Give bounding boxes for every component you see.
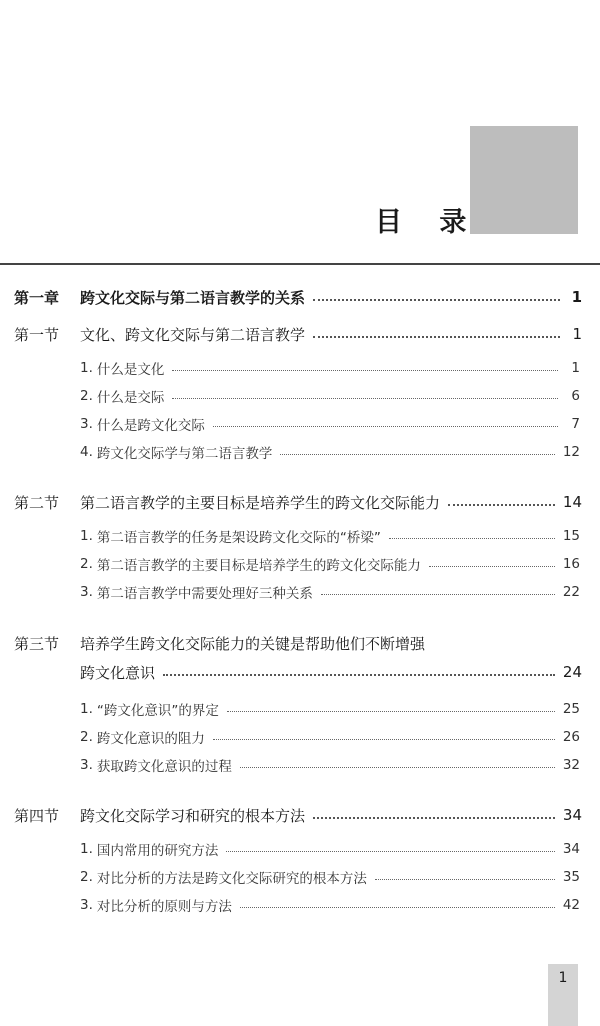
- item-number: 3.: [80, 757, 93, 773]
- toc-item[interactable]: [80, 864, 580, 890]
- toc-item[interactable]: [80, 696, 580, 722]
- toc-item[interactable]: [80, 523, 580, 549]
- toc-item[interactable]: [80, 724, 580, 750]
- item-title: “跨文化意识”的界定: [96, 703, 219, 719]
- dot-leader: [213, 425, 558, 427]
- dot-leader: [172, 369, 558, 371]
- dot-leader: [227, 710, 555, 712]
- item-number: 1.: [80, 360, 93, 376]
- toc-section[interactable]: [14, 321, 582, 347]
- section-label: 第四节: [14, 806, 60, 825]
- toc-item[interactable]: [80, 752, 580, 778]
- dot-leader: [213, 738, 555, 740]
- dot-leader: [375, 878, 555, 880]
- dot-leader: [240, 906, 555, 908]
- item-number: 1.: [80, 701, 93, 717]
- item-number: 1.: [80, 528, 93, 544]
- section-page: 1: [572, 325, 582, 343]
- section-title-continued: 跨文化意识: [80, 663, 156, 682]
- item-number: 4.: [80, 444, 93, 460]
- dot-leader: [448, 503, 555, 506]
- toc-section[interactable]: [14, 802, 582, 828]
- page-title: 目 录: [375, 207, 481, 238]
- section-label: 第一节: [14, 325, 60, 344]
- toc-item[interactable]: [80, 439, 580, 465]
- toc-item[interactable]: [80, 355, 580, 381]
- section-page: 14: [562, 493, 582, 511]
- item-page: 34: [562, 841, 580, 857]
- item-title: 跨文化交际学与第二语言教学: [96, 446, 273, 462]
- chapter-page: 1: [571, 288, 582, 306]
- item-number: 3.: [80, 584, 93, 600]
- item-title: 获取跨文化意识的过程: [96, 759, 232, 775]
- toc-item[interactable]: [80, 579, 580, 605]
- item-title: 跨文化意识的阻力: [96, 731, 205, 747]
- item-title: 第二语言教学的主要目标是培养学生的跨文化交际能力: [96, 558, 421, 574]
- item-number: 2.: [80, 869, 93, 885]
- item-number: 2.: [80, 556, 93, 572]
- item-page: 35: [562, 869, 580, 885]
- title-divider: [0, 263, 600, 265]
- item-number: 2.: [80, 729, 93, 745]
- item-title: 第二语言教学的任务是架设跨文化交际的“桥梁”: [96, 530, 381, 546]
- toc-item[interactable]: [80, 551, 580, 577]
- item-number: 2.: [80, 388, 93, 404]
- item-title: 什么是交际: [96, 390, 165, 406]
- section-page: 24: [562, 663, 582, 681]
- section-label: 第二节: [14, 493, 60, 512]
- toc-section[interactable]: [14, 630, 582, 656]
- page-number-tab: 1: [548, 964, 578, 1026]
- item-page: 1: [571, 360, 580, 376]
- dot-leader: [313, 816, 555, 819]
- dot-leader: [280, 453, 554, 455]
- item-page: 42: [562, 897, 580, 913]
- dot-leader: [226, 850, 554, 852]
- dot-leader: [240, 766, 555, 768]
- section-title: 培养学生跨文化交际能力的关键是帮助他们不断增强: [80, 634, 426, 653]
- item-number: 3.: [80, 416, 93, 432]
- dot-leader: [313, 298, 560, 301]
- item-title: 第二语言教学中需要处理好三种关系: [96, 586, 313, 602]
- item-title: 对比分析的方法是跨文化交际研究的根本方法: [96, 871, 367, 887]
- toc-item[interactable]: [80, 836, 580, 862]
- section-page: 34: [562, 806, 582, 824]
- item-page: 22: [562, 584, 580, 600]
- toc-chapter[interactable]: [14, 284, 582, 310]
- toc-section[interactable]: [14, 489, 582, 515]
- dot-leader: [389, 537, 555, 539]
- item-title: 对比分析的原则与方法: [96, 899, 232, 915]
- item-title: 什么是跨文化交际: [96, 418, 205, 434]
- item-page: 32: [562, 757, 580, 773]
- dot-leader: [321, 593, 555, 595]
- section-title: 文化、跨文化交际与第二语言教学: [80, 325, 306, 344]
- item-title: 国内常用的研究方法: [96, 843, 219, 859]
- chapter-label: 第一章: [14, 288, 60, 307]
- item-page: 15: [562, 528, 580, 544]
- section-title: 跨文化交际学习和研究的根本方法: [80, 806, 306, 825]
- chapter-title: 跨文化交际与第二语言教学的关系: [80, 288, 306, 307]
- item-page: 7: [571, 416, 580, 432]
- dot-leader: [163, 673, 555, 676]
- toc-item[interactable]: [80, 411, 580, 437]
- toc-item[interactable]: [80, 383, 580, 409]
- item-page: 16: [562, 556, 580, 572]
- toc-item[interactable]: [80, 892, 580, 918]
- item-page: 26: [562, 729, 580, 745]
- dot-leader: [172, 397, 558, 399]
- toc-section-continuation[interactable]: [80, 659, 582, 685]
- section-title: 第二语言教学的主要目标是培养学生的跨文化交际能力: [80, 493, 441, 512]
- item-title: 什么是文化: [96, 362, 165, 378]
- decorative-gray-block: [470, 126, 578, 234]
- item-page: 25: [562, 701, 580, 717]
- dot-leader: [429, 565, 555, 567]
- item-page: 12: [562, 444, 580, 460]
- item-number: 3.: [80, 897, 93, 913]
- item-page: 6: [571, 388, 580, 404]
- item-number: 1.: [80, 841, 93, 857]
- section-label: 第三节: [14, 634, 60, 653]
- dot-leader: [313, 335, 560, 338]
